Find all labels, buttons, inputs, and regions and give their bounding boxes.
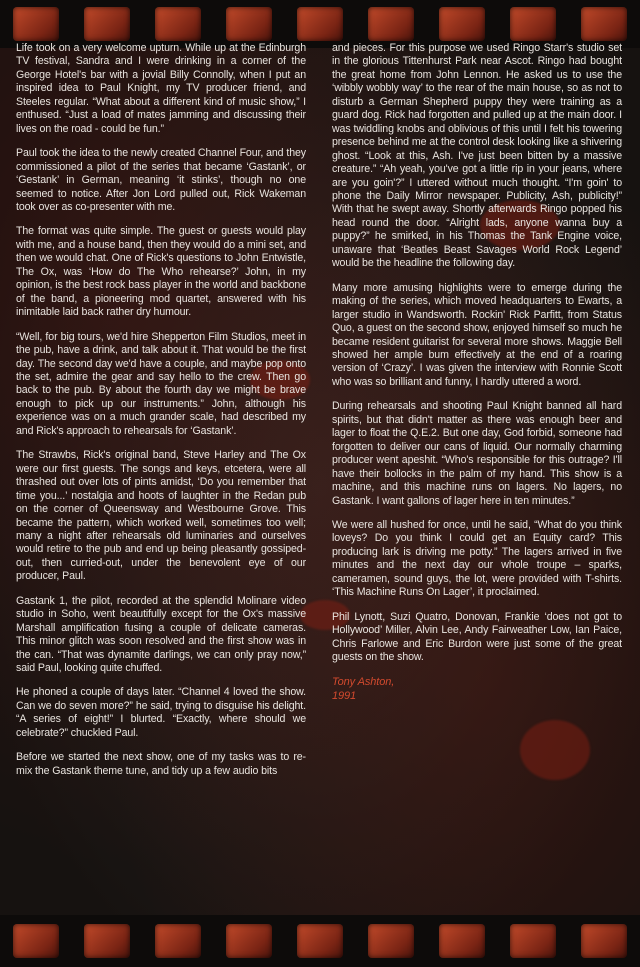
paragraph: The Strawbs, Rick's original band, Steve Harley and The Ox were our first guests. The songs and keys, etcetera, were all thrashed out over lots of pints amidst, ‘Do you remember that time you...’ nostalgia and hoots of laughter in the Redan pub on the corner of Queensway and Westbourne Grove. This became the pattern, which worked well, sometimes too well; many a night after rehearsals old luminaries and ourselves would retire to the pub and end up being pleasantly gossiped-out, then curried-out, under the benevolent eye of our producer, Paul. (16, 449, 306, 583)
paragraph: We were all hushed for once, until he said, “What do you think loveys? Do you think I could get an Equity card? This producing lark is driving me potty.” The lagers arrived in five minutes and the next day our whole troupe – sparks, cameramen, sound guys, the lot, were provided with T-shirts. ‘This Machine Runs On Lager’, it proclaimed. (332, 518, 622, 599)
blood-splatter (520, 720, 590, 780)
paragraph: Many more amusing highlights were to emerge during the making of the series, which moved headquarters to Ewarts, a larger studio in Wandsworth. Rockin' Rick Parfitt, from Status Quo, a guest on the second show, enjoyed himself so much he became resident guitarist for several more shows. Maggie Bell showed her ample bum effectively at the end of a roaring version of ‘Crazy’. I was given the interview with Ronnie Scott who was so brilliant and funny, I hardly uttered a word. (332, 281, 622, 388)
film-frame (297, 7, 343, 41)
paragraph: Paul took the idea to the newly created Channel Four, and they commissioned a pilot of the series that became ‘Gastank’, or ‘Gestank’ in German, meaning ‘it stinks’, though no one seemed to notice. After Jon Lord pulled out, Rick Wakeman took over as co-presenter with me. (16, 147, 306, 213)
paragraph: Before we started the next show, one of my tasks was to re-mix the Gastank theme tune, and tidy up a few audio bits (16, 751, 306, 777)
paragraph: and pieces. For this purpose we used Ringo Starr's studio set in the glorious Tittenhurst Park near Ascot. Ringo had bought the great home from John Lennon. He asked us to use the ‘wibbly wobbly way’ to the rear of the main house, so as not to disturb a German Shepherd puppy they were training as a guard dog. Rick had forgotten and pulled up at the main door. I was twiddling knobs and oblivious of this until I felt his towering presence behind me at the control desk looking like a shivering ghost. “Look at this, Ash. I've just been bitten by a massive creature.” “Ah yeah, you've got a little rip in your jeans, where are you goin'?” I uttered without much thought. “I'm goin' to phone the Daily Mirror newspaper. Publicity, Ash, publicity!” With that he swept away. Shortly afterwards Ringo popped his head round the door. “Alright lads, anyone wanna buy a puppy?” he smirked, in his Thomas the Tank Engine voice, unaware that ‘Beatles Beast Savages World Rock Legend’ would be the headline the following day. (332, 42, 622, 270)
film-frame (226, 7, 272, 41)
film-frame (13, 7, 59, 41)
paragraph: Gastank 1, the pilot, recorded at the splendid Molinare video studio in Soho, went beautifully except for the Ox's massive Marshall amplification fusing a couple of delicate cameras. This minor glitch was soon resolved and the first show was in the can. “That was dynamite darlings, we can only pray now,” said Paul, looking quite chuffed. (16, 594, 306, 675)
signature-year: 1991 (332, 690, 357, 703)
paragraph: He phoned a couple of days later. “Channel 4 loved the show. Can we do seven more?” he said, trying to disguise his delight. “A series of eight!” I blurted. “Exactly, where should we celebrate?” chuckled Paul. (16, 686, 306, 739)
film-frame (297, 924, 343, 958)
film-frame (226, 924, 272, 958)
film-frame (155, 7, 201, 41)
film-strip-bottom (0, 915, 640, 967)
film-frame (13, 924, 59, 958)
film-frame (439, 924, 485, 958)
film-frame (155, 924, 201, 958)
film-frame (581, 924, 627, 958)
film-frame (439, 7, 485, 41)
author-name: Tony Ashton, (332, 676, 395, 689)
paragraph: Phil Lynott, Suzi Quatro, Donovan, Frankie ‘does not got to Hollywood’ Miller, Alvin Lee, Andy Fairweather Low, Ian Paice, Chris Farlowe and Eric Burdon were just some of the great guests on the show. (332, 610, 622, 664)
article-left-column (16, 42, 306, 789)
film-frame (84, 924, 130, 958)
film-strip-top (0, 0, 640, 48)
paragraph: During rehearsals and shooting Paul Knight banned all hard spirits, but that didn't matter as there was enough beer and lager to float the Q.E.2. But one day, God forbid, someone had forgotten to deliver our cans of liquid. Our normally charming producer went apeshit. “Who's responsible for this outrage? I'll have their bollocks in the palm of my hand. This show is a machine, and this machine runs on lagers. No lagers, no Gastank. I want gallons of lager here in ten minutes.” (332, 400, 622, 507)
paragraph: The format was quite simple. The guest or guests would play with me, and a house band, then they would do a mini set, and then we would chat. One of Rick's questions to John Entwistle, The Ox, was ‘How do The Who rehearse?’ John, in my opinion, is the best rock bass player in the world and backbone of the band, a pioneering mod quartet, answered with his inimitable laid back rather dry humour. (16, 225, 306, 319)
film-frame (84, 7, 130, 41)
film-frame (510, 924, 556, 958)
paragraph: Life took on a very welcome upturn. While up at the Edinburgh TV festival, Sandra and I were drinking in a corner of the George Hotel's bar with a jovial Billy Connolly, when I put an inspired idea to Paul Knight, my TV producer friend, and Steeles regular. “What about a different kind of music show,” I enthused. “Just a load of mates jamming and discussing their lives on the road - could be fun.” (16, 42, 306, 135)
film-frame (368, 7, 414, 41)
film-frame (368, 924, 414, 958)
author-signature (332, 675, 622, 703)
article-right-column (332, 42, 622, 703)
film-frame (581, 7, 627, 41)
paragraph: “Well, for big tours, we'd hire Shepperton Film Studios, meet in the pub, have a drink, and talk about it. That would be the first day. The second day we'd have a couple, and maybe pop onto the set, admire the gear and say hello to the crew. Then go back to the pub. By about the fourth day we might be brave enough to pick up our instruments.” John, although his experience was on a much grander scale, had described my and Rick's approach to rehearsals for ‘Gastank’. (16, 330, 306, 437)
film-frame (510, 7, 556, 41)
